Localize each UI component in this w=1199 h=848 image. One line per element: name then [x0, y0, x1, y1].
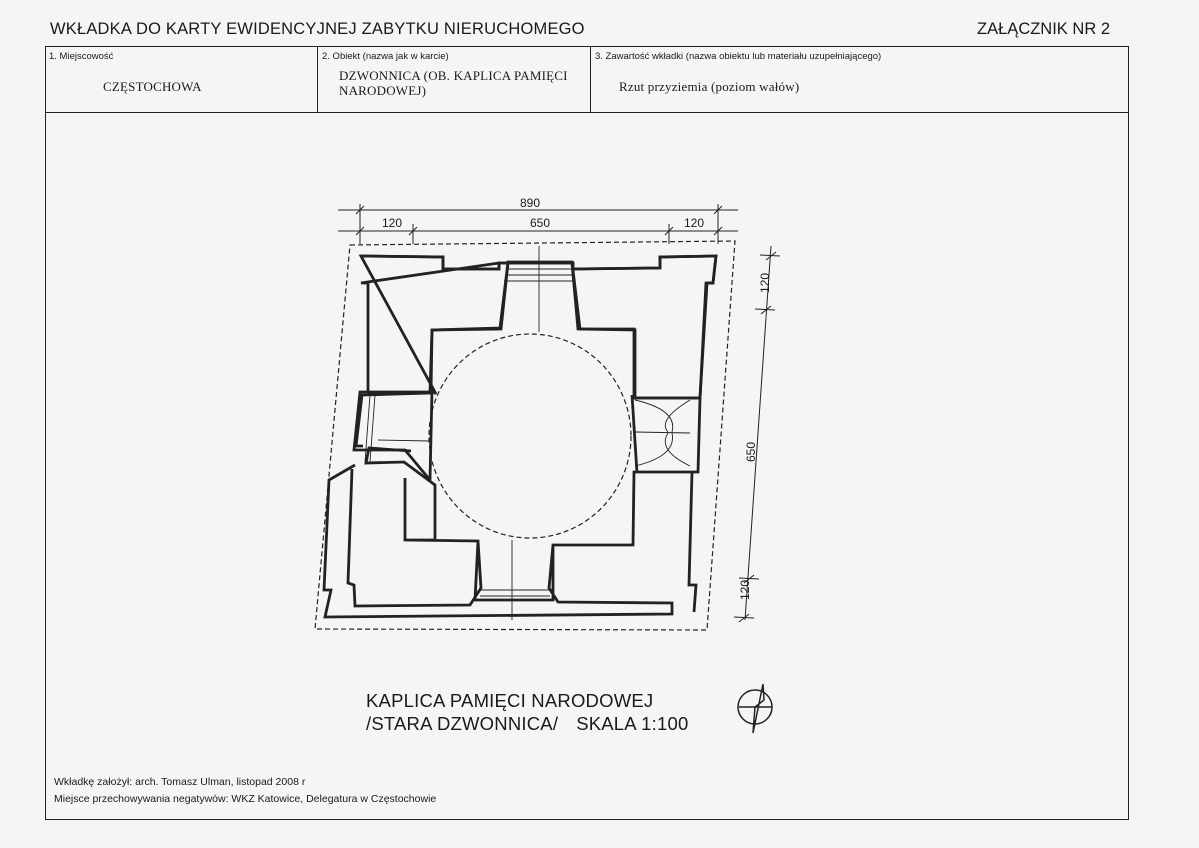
footer-negatives: Miejsce przechowywania negatywów: WKZ Katowice, Delegatura w Częstochowie	[54, 793, 437, 805]
opening-details	[365, 246, 690, 620]
dim-total-width: 890	[519, 196, 541, 210]
form-title: WKŁADKA DO KARTY EWIDENCYJNEJ ZABYTKU NIERUCHOMEGO	[50, 20, 585, 38]
building-walls	[324, 256, 716, 617]
inner-dashed-circle	[429, 334, 631, 538]
north-arrow-icon	[738, 684, 772, 733]
side-dimension-lines	[734, 246, 780, 622]
dim-middle: 650	[529, 216, 551, 230]
dim-side-bottom: 120	[738, 579, 752, 601]
field-object-value: DZWONNICA (OB. KAPLICA PAMIĘCI NARODOWEJ)	[339, 68, 568, 98]
caption-line2: /STARA DZWONNICA/	[366, 713, 559, 734]
field-contents-label: 3. Zawartość wkładki (nazwa obiektu lub materiału uzupełniającego)	[595, 51, 882, 62]
dim-right-wall: 120	[683, 216, 705, 230]
field-locality-label: 1. Miejscowość	[49, 51, 114, 62]
field-object-label: 2. Obiekt (nazwa jak w karcie)	[322, 51, 449, 62]
footer-author: Wkładkę założył: arch. Tomasz Ulman, listopad 2008 r	[54, 776, 306, 788]
field-locality-value: CZĘSTOCHOWA	[103, 79, 202, 94]
annex-number: ZAŁĄCZNIK NR 2	[977, 20, 1110, 38]
dim-side-middle: 650	[744, 441, 758, 463]
caption-line2-wrapper	[366, 712, 688, 735]
footer-notes	[54, 774, 436, 808]
drawing-scale: SKALA 1:100	[576, 713, 689, 734]
wall-outline	[354, 256, 716, 480]
caption-line1: KAPLICA PAMIĘCI NARODOWEJ	[366, 690, 654, 711]
field-contents-value: Rzut przyziemia (poziom wałów)	[619, 79, 800, 94]
drawing-caption	[366, 689, 688, 735]
dim-left-wall: 120	[381, 216, 403, 230]
dim-side-top: 120	[758, 272, 772, 294]
